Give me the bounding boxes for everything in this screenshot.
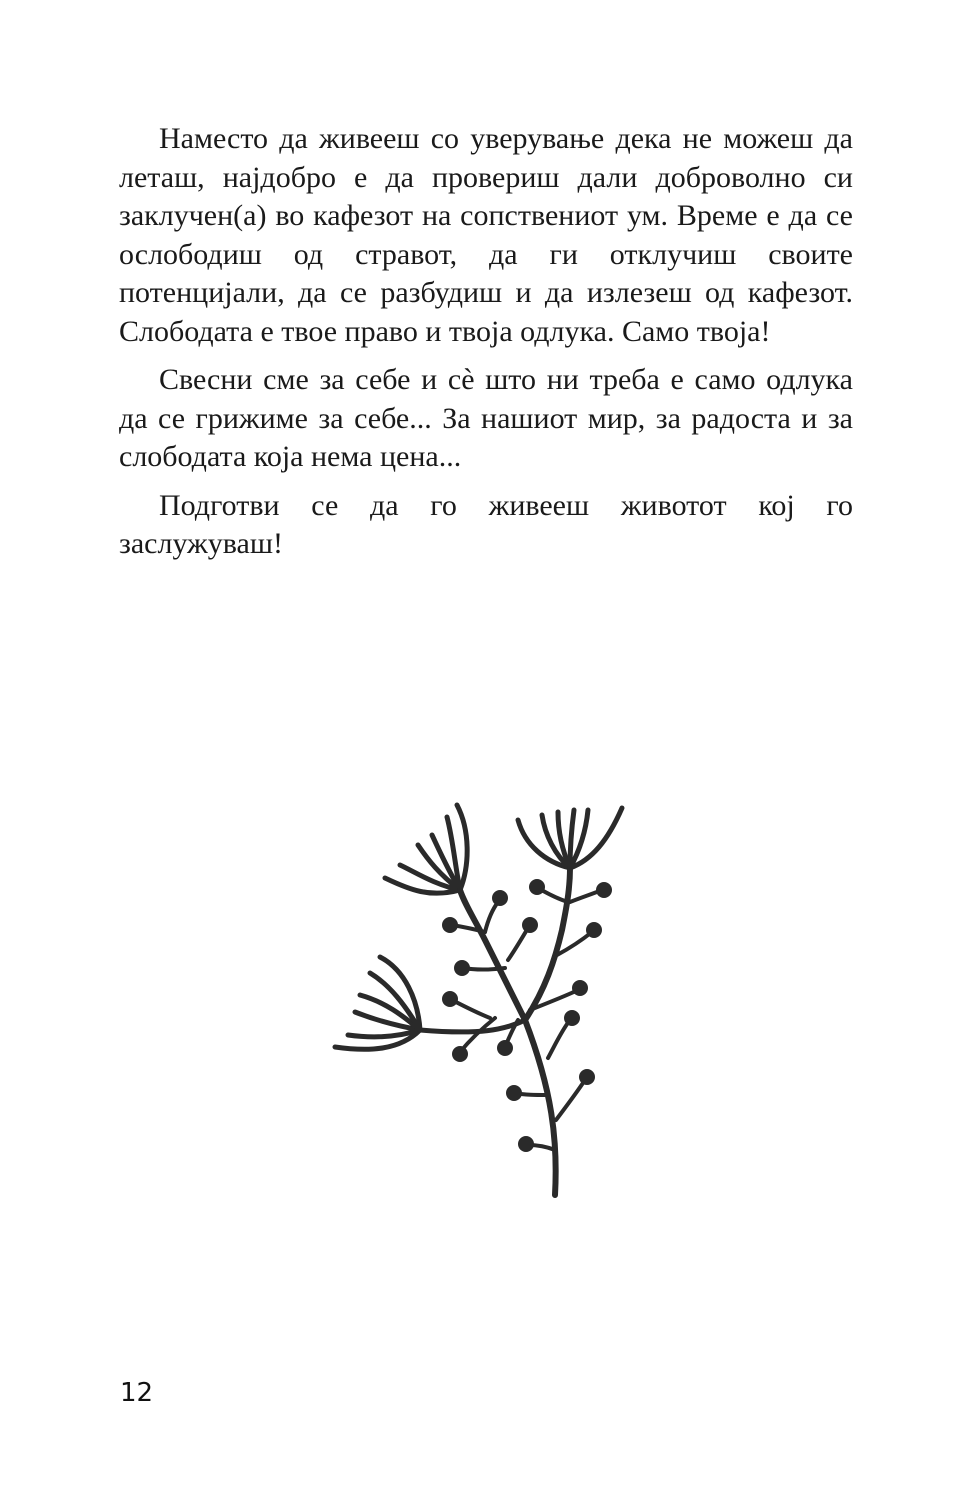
paragraph-2: Свесни сме за себе и сè што ни треба е само одлука да се грижиме за себе... За нашиот мир, за радоста и за слободата која нема цена... xyxy=(119,363,853,473)
body-text xyxy=(119,120,853,574)
page-number: 12 xyxy=(120,1378,154,1408)
paragraph-3: Подготви се да го живееш животот кој го заслужуваш! xyxy=(119,488,853,560)
floral-branch-icon xyxy=(330,790,640,1200)
paragraph-1: Наместо да живееш со уверување дека не можеш да леташ, најдобро е да провериш дали доброволно си заклучен(а) во кафезот на сопствениот ум. Време е да се ослободиш од стравот, да ги отклучиш своите потенцијали, да се разбудиш и да излезеш од кафезот. Слободата е твое право и твоја одлука. Само твоја! xyxy=(119,122,853,348)
